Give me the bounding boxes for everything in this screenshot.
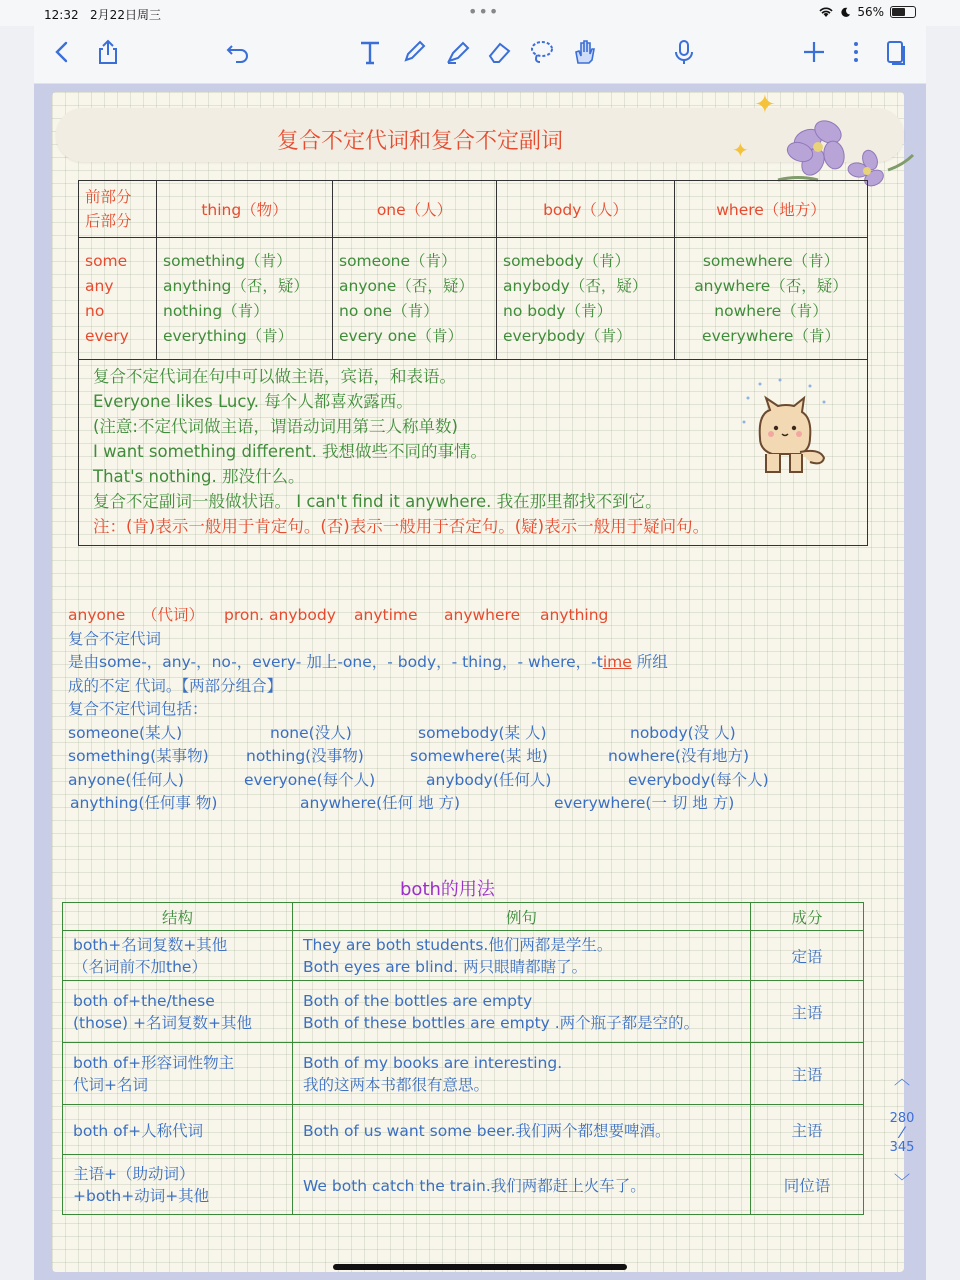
table-row: 主语+（助动词） +both+动词+其他 We both catch the train.我们两都赶上火车了。 同位语: [63, 1155, 864, 1215]
head-tag: （代词）: [142, 606, 205, 624]
wifi-icon: [818, 6, 834, 18]
column-header: one（人）: [333, 181, 497, 238]
head-word: anyone: [68, 606, 126, 624]
table-row: both of+the/these (those) +名词复数+其他 Both of the bottles are empty Both of these bottles are empty .两个瓶子都是空的。 主语: [63, 981, 864, 1043]
pages-icon[interactable]: [882, 38, 914, 70]
share-icon[interactable]: [94, 38, 126, 70]
column-header: thing（物）: [157, 181, 333, 238]
column-header: 例句: [293, 903, 751, 931]
prefix-column: some any no every: [79, 238, 157, 360]
more-vertical-icon[interactable]: [842, 38, 874, 70]
one-cell: someone（肯） anyone（否，疑） no one（肯） every one（肯）: [333, 238, 497, 360]
lasso-tool-icon[interactable]: [528, 38, 560, 70]
battery-percent: 56%: [857, 5, 884, 19]
related-word: anything: [540, 606, 609, 624]
sec2-line: 是由some-，any-，no-，every- 加上-one，- body，- thing，- where，-time 所组: [68, 653, 668, 671]
note-line: Everyone likes Lucy. 每个人都喜欢露西。: [93, 392, 413, 411]
battery-icon: [890, 6, 916, 18]
pronoun-grid-row: anything(任何事 物) anywhere(任何 地 方) everywhere(一 切 地 方): [70, 794, 735, 812]
both-section-title: both的用法: [400, 879, 495, 900]
home-indicator[interactable]: [333, 1264, 627, 1270]
sparkle-icon: ✦: [732, 138, 749, 162]
sec2-line: 复合不定代词包括：: [68, 700, 208, 718]
hand-tool-icon[interactable]: [570, 38, 602, 70]
back-chevron-icon[interactable]: [48, 38, 80, 70]
anyone-section: [68, 604, 828, 816]
page-up-chevron-icon[interactable]: ︿: [893, 1069, 910, 1088]
column-header: 成分: [751, 903, 864, 931]
pen-tool-icon[interactable]: [400, 38, 432, 70]
compound-indefinite-table: [78, 180, 868, 360]
note-line: I want something different. 我想做些不同的事情。: [93, 442, 488, 461]
note-line: (注意:不定代词做主语，谓语动词用第三人称单数): [93, 417, 458, 436]
column-header: where（地方）: [675, 181, 868, 238]
pronoun-grid-row: anyone(任何人) everyone(每个人) anybody(任何人) everybody(每个人): [68, 770, 769, 789]
toolbar: [34, 26, 926, 84]
cat-sticker-icon: [740, 378, 832, 478]
highlighter-tool-icon[interactable]: [444, 38, 476, 70]
note-line: That's nothing. 那没什么。: [93, 467, 305, 486]
note-line: 注：(肯)表示一般用于肯定句。(否)表示一般用于否定句。(疑)表示一般用于疑问句。: [93, 517, 710, 536]
where-cell: somewhere（肯） anywhere（否，疑） nowhere（肯） everywhere（肯）: [675, 238, 868, 360]
pronoun-grid-row: something(某事物) nothing(没事物) somewhere(某 地) nowhere(没有地方): [68, 747, 750, 765]
related-word: pron. anybody: [224, 606, 336, 624]
page-down-chevron-icon[interactable]: ﹀: [893, 1172, 910, 1191]
page-divider-icon: ⁄: [900, 1123, 904, 1142]
sec2-line: 成的不定 代词。【两部分组合】: [68, 676, 283, 695]
both-usage-table: [62, 902, 864, 1215]
undo-icon[interactable]: [224, 38, 256, 70]
table-row: both of+人称代词 Both of us want some beer.我们两个都想要啤酒。 主语: [63, 1105, 864, 1155]
column-header: 结构: [63, 903, 293, 931]
add-icon[interactable]: [800, 38, 832, 70]
note-line: 复合不定代词在句中可以做主语，宾语，和表语。: [93, 367, 456, 386]
body-cell: somebody（肯） anybody（否，疑） no body（肯） everybody（肯）: [497, 238, 675, 360]
current-page: 280: [889, 1111, 915, 1126]
table-corner: 前部分 后部分: [79, 181, 157, 238]
status-time-date: 12:32 2月22日周三: [44, 8, 161, 22]
microphone-icon[interactable]: [670, 38, 702, 70]
text-tool-icon[interactable]: [356, 38, 388, 70]
sparkle-icon: ✦: [754, 90, 776, 120]
status-right: [818, 5, 916, 19]
pronoun-grid-row: someone(某人) none(没人) somebody(某 人) nobody(没 人): [68, 723, 736, 742]
related-word: anywhere: [444, 606, 521, 624]
eraser-tool-icon[interactable]: [486, 38, 518, 70]
total-pages: 345: [889, 1140, 915, 1155]
table-row: both of+形容词性物主 代词+名词 Both of my books are interesting. 我的这两本书都很有意思。 主语: [63, 1043, 864, 1105]
moon-icon: [840, 7, 851, 18]
page-title: 复合不定代词和复合不定副词: [276, 129, 563, 154]
thing-cell: something（肯） anything（否，疑） nothing（肯） everything（肯）: [157, 238, 333, 360]
column-header: body（人）: [497, 181, 675, 238]
sec2-line: 复合不定代词: [68, 629, 162, 648]
status-bar: [0, 0, 960, 26]
page-scrubber[interactable]: [880, 1066, 924, 1192]
note-line: 复合不定副词一般做状语。 I can't find it anywhere. 我在那里都找不到它。: [93, 492, 662, 511]
related-word: anytime: [354, 606, 418, 624]
multitasking-dots-icon[interactable]: •••: [468, 2, 500, 21]
table-row: both+名词复数+其他 （名词前不加the） They are both students.他们两都是学生。 Both eyes are blind. 两只眼睛都瞎了。 定语: [63, 931, 864, 981]
